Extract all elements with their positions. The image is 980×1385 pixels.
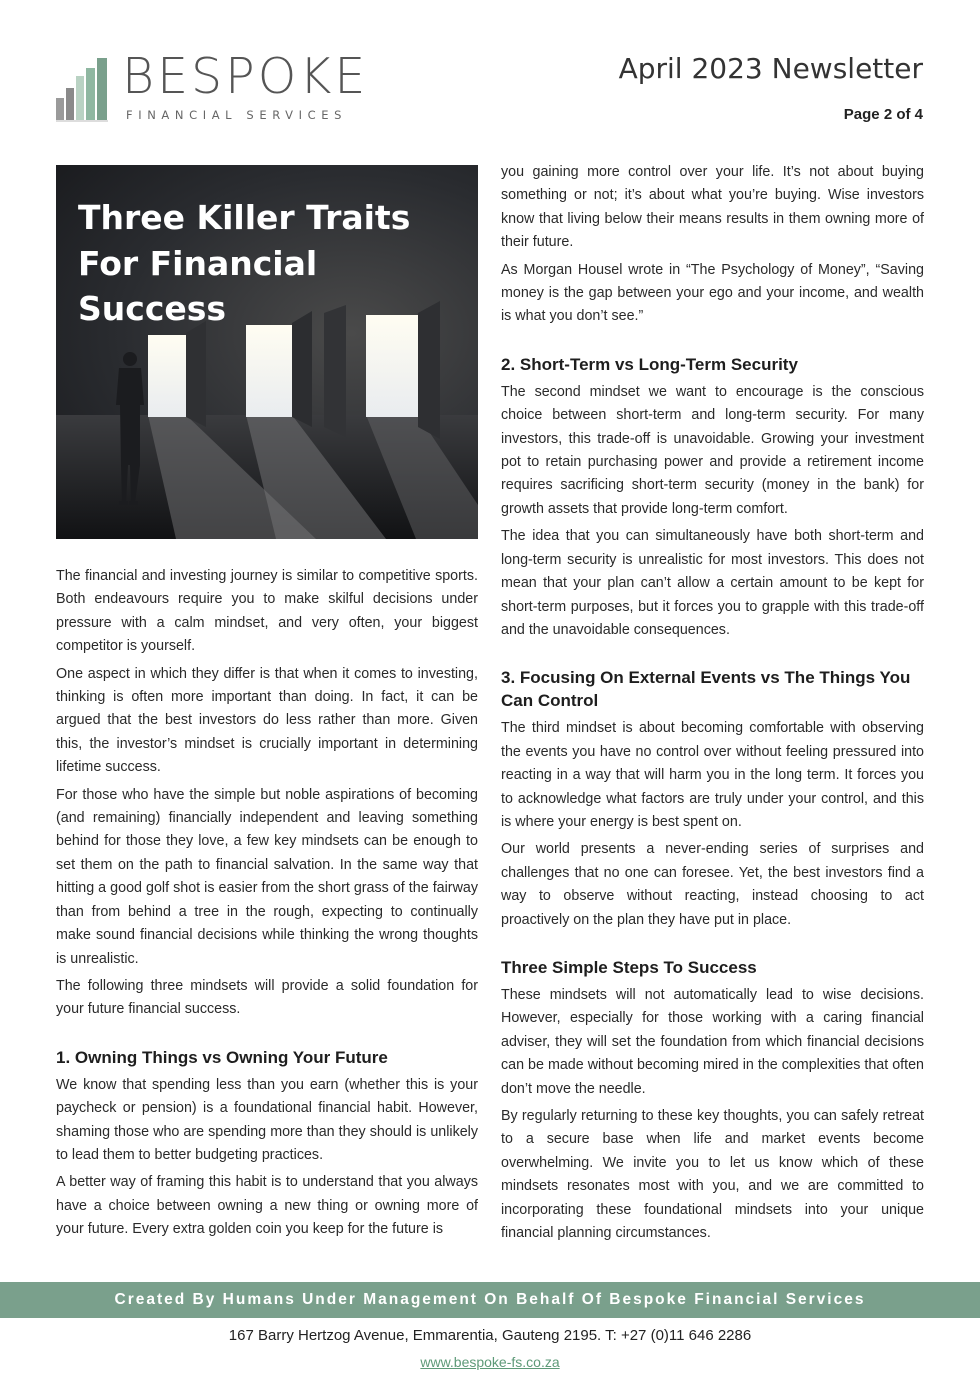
logo-subtitle: FINANCIAL SERVICES — [126, 108, 348, 122]
hero-image — [56, 165, 478, 539]
right-column — [501, 161, 924, 1249]
bar-chart-logo-icon — [56, 54, 118, 122]
footer-band — [0, 1282, 980, 1318]
left-column — [56, 565, 478, 1246]
website-link[interactable]: www.bespoke-fs.co.za — [420, 1354, 560, 1370]
paragraph: The third mindset is about becoming comfortable with observing the events you have no control over without feeling pressured into reacting in a way that will harm you in the long term. It forces you to acknowledge what factors are truly under your control, and this is where your energy is best spent on. — [501, 720, 924, 830]
paragraph: By regularly returning to these key thoughts, you can safely retreat to a secure base when life and market events become overwhelming. We invite you to let us know which of these mindsets resonates most with you, and we are committed to incorporating these foundational mindsets into your unique financial planning circumstances. — [501, 1108, 924, 1242]
paragraph: The following three mindsets will provide a solid foundation for your future financial success. — [56, 977, 478, 1018]
section-heading: 3. Focusing On External Events vs The Things You Can Control — [501, 668, 911, 711]
logo-wordmark: BESPOKE — [122, 48, 369, 105]
paragraph: One aspect in which they differ is that when it comes to investing, thinking is often more important than doing. In fact, it can be argued that the best investors do less rather than more. Given this, the investor’s mindset is crucially important in determining lifetime success. — [56, 665, 478, 776]
newsletter-title: April 2023 Newsletter — [618, 52, 923, 85]
paragraph: For those who have the simple but noble aspirations of becoming (and remaining) financially independent and leaving something behind for those they love, a few key mindsets can be enough to set them on the path to financial salvation. In the same way that hitting a good golf shot is easier from the short grass of the fairway than from behind a tree in the rough, expecting to continually make sound financial decisions while thinking the wrong thoughts is unrealistic. — [56, 786, 478, 967]
paragraph: We know that spending less than you earn (whether this is your paycheck or pension) is a foundational financial habit. However, shaming those who are spending more than they should is unlikely to lead them to better budgeting practices. — [56, 1076, 478, 1163]
footer-credit: Created By Humans Under Management On Behalf Of Bespoke Financial Services — [114, 1291, 866, 1308]
paragraph: The financial and investing journey is similar to competitive sports. Both endeavours require you to make skilful decisions under pressure with a calm mindset, and very often, your biggest competitor is yourself. — [56, 568, 478, 655]
paragraph: you gaining more control over your life. It’s not about buying something or not; it’s about what you’re buying. Wise investors know that living below their means results in them owning more of their future. — [501, 164, 924, 251]
company-logo — [56, 48, 369, 124]
paragraph: The idea that you can simultaneously have both short-term and long-term security is unrealistic for most investors. This does not mean that your plan can’t allow a certain amount to be kept for short-term purposes, but it forces you to grapple with this trade-off and the unavoidable consequences. — [501, 528, 924, 638]
paragraph: A better way of framing this habit is to understand that you always have a choice between owning a new thing or owning more of your future. Every extra golden coin you keep for the future is — [56, 1174, 478, 1238]
section-heading: 2. Short-Term vs Long-Term Security — [501, 354, 798, 374]
page-number: Page 2 of 4 — [843, 106, 923, 123]
footer-address: 167 Barry Hertzog Avenue, Emmarentia, Gauteng 2195. T: +27 (0)11 646 2286 — [228, 1327, 752, 1344]
section-heading: Three Simple Steps To Success — [501, 957, 757, 977]
section-heading: 1. Owning Things vs Owning Your Future — [56, 1047, 388, 1067]
paragraph: As Morgan Housel wrote in “The Psychology of Money”, “Saving money is the gap between your ego and your income, and wealth is what you don’t see.” — [501, 261, 924, 325]
paragraph: The second mindset we want to encourage is the conscious choice between short-term and long-term security. For many investors, this trade-off is unavoidable. Growing your investment pot to retain purchasing power and provide a retirement income requires sacrificing short-term security (money in the bank) for growth assets that provide long-term comfort. — [501, 383, 924, 517]
paragraph: These mindsets will not automatically lead to wise decisions. However, especially for those working with a caring financial adviser, they will set the foundation from which financial decisions can be made without becoming mired in the complexities that often don’t move the needle. — [501, 986, 924, 1097]
hero-title: Three Killer Traits For Financial Success — [78, 198, 411, 329]
paragraph: Our world presents a never-ending series of surprises and challenges that no one can foresee. Yet, the best investors find a way to observe without reacting, instead choosing to act proactively on the plan they have put in place. — [501, 841, 924, 928]
